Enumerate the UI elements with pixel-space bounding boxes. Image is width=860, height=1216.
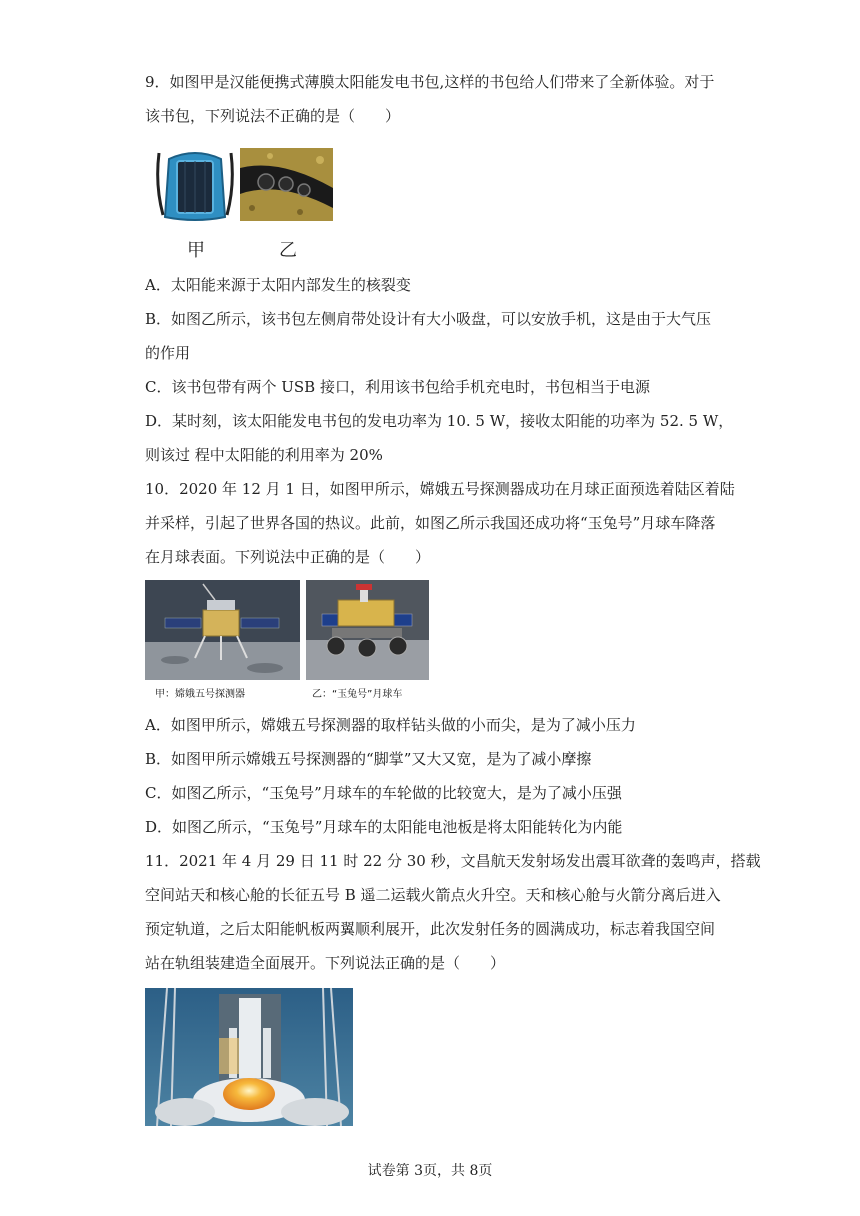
figure-label-jia: 甲	[187, 240, 205, 261]
q10-option-b: B．如图甲所示嫦娥五号探测器的“脚掌”又大又宽，是为了减小摩擦	[145, 750, 592, 768]
q10-stem-line-2: 并采样，引起了世界各国的热议。此前，如图乙所示我国还成功将“玉兔号”月球车降落	[145, 514, 716, 532]
q11-stem-line-3: 预定轨道，之后太阳能帆板两翼顺利展开，此次发射任务的圆满成功，标志着我国空间	[145, 920, 716, 938]
q10-option-d: D．如图乙所示，“玉兔号”月球车的太阳能电池板是将太阳能转化为内能	[145, 818, 623, 836]
q9-option-a: A．太阳能来源于太阳内部发生的核裂变	[145, 276, 411, 294]
q9-option-b-line-2: 的作用	[145, 344, 191, 362]
q10-stem-line-3: 在月球表面。下列说法中正确的是（ ）	[145, 548, 431, 566]
q11-stem-line-1: 11．2021 年 4 月 29 日 11 时 22 分 30 秒，文昌航天发射场发出震耳欲聋的轰鸣声，搭载	[145, 852, 761, 870]
q10-stem-line-1: 10．2020 年 12 月 1 日，如图甲所示，嫦娥五号探测器成功在月球正面预选着陆区着陆	[145, 480, 735, 498]
q11-stem-line-4: 站在轨组装建造全面展开。下列说法正确的是（ ）	[145, 954, 506, 972]
shoulder-strap-suction-image	[240, 148, 333, 221]
change5-lander-image	[145, 580, 300, 680]
q9-option-d-line-1: D．某时刻，该太阳能发电书包的发电功率为 10. 5 W，接收太阳能的功率为 52. 5 W，	[145, 412, 734, 430]
rocket-launch-image	[145, 988, 353, 1126]
q9-option-c: C．该书包带有两个 USB 接口，利用该书包给手机充电时，书包相当于电源	[145, 378, 650, 396]
page-footer: 试卷第 3页，共 8页	[367, 1163, 493, 1179]
q11-stem-line-2: 空间站天和核心舱的长征五号 B 遥二运载火箭点火升空。天和核心舱与火箭分离后进入	[145, 886, 721, 904]
q10-option-c: C．如图乙所示，“玉兔号”月球车的车轮做的比较宽大，是为了减小压强	[145, 784, 622, 802]
solar-backpack-image	[155, 145, 235, 225]
yutu-rover-image	[306, 580, 429, 680]
q9-stem-line-2: 该书包，下列说法不正确的是（ ）	[145, 107, 401, 125]
figure-caption-rover: 乙：“玉兔号”月球车	[312, 689, 403, 700]
q10-option-a: A．如图甲所示，嫦娥五号探测器的取样钻头做的小而尖，是为了减小压力	[145, 716, 636, 734]
q9-stem-line-1: 9．如图甲是汉能便携式薄膜太阳能发电书包,这样的书包给人们带来了全新体验。对于	[145, 73, 715, 91]
q9-option-b-line-1: B．如图乙所示，该书包左侧肩带处设计有大小吸盘，可以安放手机，这是由于大气压	[145, 310, 712, 328]
q9-option-d-line-2: 则该过 程中太阳能的利用率为 20%	[145, 446, 383, 464]
figure-label-yi: 乙	[279, 240, 297, 261]
figure-caption-lander: 甲：嫦娥五号探测器	[155, 689, 245, 700]
